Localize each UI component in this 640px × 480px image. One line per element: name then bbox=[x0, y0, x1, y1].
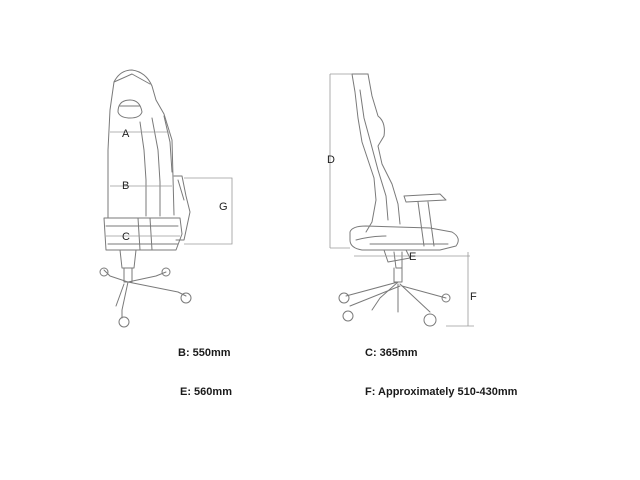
spec-c: C: 365mm bbox=[365, 347, 418, 359]
dimension-label-f: F bbox=[470, 291, 477, 303]
spec-e: E: 560mm bbox=[180, 386, 232, 398]
dimension-label-a: A bbox=[122, 128, 130, 140]
spec-b: B: 550mm bbox=[178, 347, 231, 359]
dimension-label-g: G bbox=[219, 201, 228, 213]
dimension-label-d: D bbox=[327, 154, 335, 166]
spec-f: F: Approximately 510-430mm bbox=[365, 386, 518, 398]
dimension-label-b: B bbox=[122, 180, 130, 192]
dimension-label-c: C bbox=[122, 231, 130, 243]
dimension-label-e: E bbox=[409, 251, 417, 263]
front-view-chair bbox=[100, 70, 191, 327]
side-view-chair bbox=[339, 74, 458, 326]
dimension-line-f bbox=[446, 252, 474, 326]
